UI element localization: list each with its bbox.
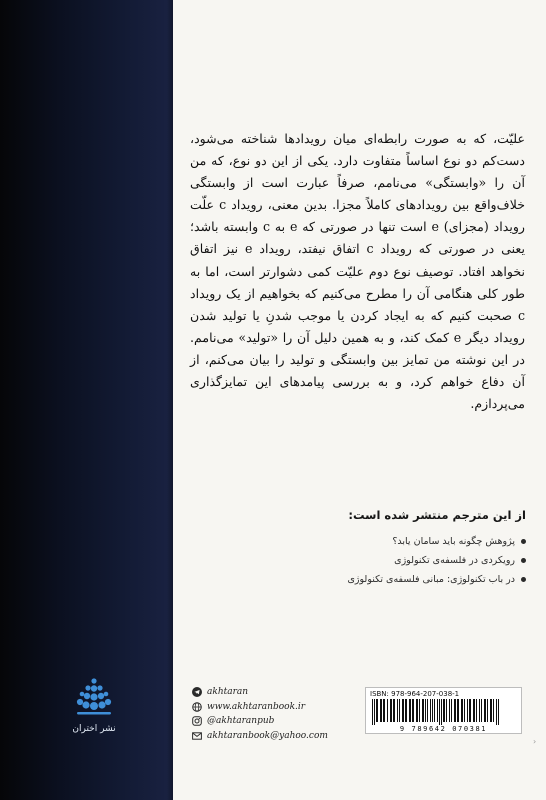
barcode-bar <box>469 699 471 722</box>
contact-website <box>192 700 352 715</box>
book-title: در باب تکنولوژی: مبانی فلسفه‌ی تکنولوژی <box>347 574 515 585</box>
contact-email <box>192 729 352 744</box>
bullet-icon <box>521 577 526 582</box>
barcode-bar <box>457 699 459 722</box>
barcode-bar <box>405 699 407 722</box>
book-title: رویکردی در فلسفه‌ی تکنولوژی <box>394 555 515 566</box>
publisher-logo <box>66 675 122 755</box>
barcode-bar <box>490 699 492 722</box>
published-section-title: از این مترجم منتشر شده است: <box>348 508 526 522</box>
barcode-bar <box>383 699 385 722</box>
barcode-bar <box>439 699 440 725</box>
contact-instagram <box>192 714 352 729</box>
barcode-bar <box>484 699 486 722</box>
barcode-bar <box>493 699 494 722</box>
barcode-bar <box>372 699 373 725</box>
publisher-name: نشر اختران <box>72 724 116 734</box>
barcode-bar <box>441 699 442 725</box>
barcode-bar <box>496 699 497 725</box>
barcode-bar <box>443 699 445 722</box>
list-item <box>190 536 526 547</box>
list-item <box>190 574 526 585</box>
edge-mark: › <box>533 737 537 746</box>
barcode-bar <box>416 699 418 722</box>
barcode-bar <box>390 699 392 722</box>
bullet-icon <box>521 558 526 563</box>
barcode-bar <box>487 699 488 722</box>
bullet-icon <box>521 539 526 544</box>
globe-icon <box>192 702 202 712</box>
contact-text: www.akhtaranbook.ir <box>207 701 306 712</box>
barcode-bar <box>449 699 450 722</box>
barcode-bar <box>419 699 420 722</box>
barcode-bar <box>479 699 480 722</box>
barcode-bar <box>461 699 463 722</box>
barcode-bar <box>402 699 404 722</box>
barcode-bar <box>430 699 431 722</box>
publisher-contacts <box>192 685 352 743</box>
barcode-bar <box>427 699 428 722</box>
email-icon <box>192 731 202 741</box>
contact-telegram <box>192 685 352 700</box>
barcode-bar <box>376 699 378 722</box>
barcode-bar <box>498 699 499 725</box>
barcode-bar <box>397 699 398 722</box>
list-item <box>190 555 526 566</box>
barcode-digits: 9 789642 070381 <box>399 725 488 733</box>
telegram-icon <box>192 687 202 697</box>
instagram-icon <box>192 716 202 726</box>
barcode-bar <box>467 699 468 722</box>
book-title: پژوهش چگونه باید سامان یابد؟ <box>392 536 515 547</box>
barcode-bar <box>412 699 414 722</box>
barcode-bar <box>387 699 388 722</box>
barcode-bar <box>374 699 375 725</box>
barcode-bar <box>409 699 411 722</box>
barcode-bar <box>454 699 456 722</box>
barcode-bar <box>451 699 452 722</box>
barcode-bar <box>425 699 426 722</box>
barcode-bar <box>481 699 482 722</box>
isbn-label: ISBN: 978-964-207-038-1 <box>370 690 460 698</box>
barcode-bar <box>446 699 447 722</box>
barcode-bar <box>476 699 477 722</box>
barcode-bar <box>380 699 382 722</box>
barcode-graphic <box>370 699 517 725</box>
barcode-bar <box>399 699 400 722</box>
barcode-bar <box>432 699 433 722</box>
contact-text: akhtaranbook@yahoo.com <box>207 730 328 741</box>
lotus-logo-icon <box>72 675 116 719</box>
contact-text: @akhtaranpub <box>207 716 275 727</box>
barcode-bar <box>393 699 395 722</box>
contact-text: akhtaran <box>207 687 249 698</box>
barcode-bar <box>422 699 424 722</box>
barcode-bar <box>464 699 465 722</box>
barcode-bar <box>434 699 435 722</box>
back-cover-description: علیّت، که به صورت رابطه‌ای میان رویدادها شناخته می‌شود، دست‌کم دو نوع اساساً متفاوت دارد. یکی از این دو نوع، که من آن را «وابستگی» می‌نامم، صرفاً عبارت است از وابستگی خلاف‌واقع بین رویدادهای کاملاً مجزا. بدین معنی، رویداد c علّت رویداد (مجزای) e است تنها در صورتی که e به c وابسته باشد؛ یعنی در صورتی که رویداد c اتفاق نیفتد، رویداد e نیز اتفاق نخواهد افتاد. توصیف نوع دوم علیّت کمی دشوارتر است، اما به طور کلی هنگامی آن را مطرح می‌کنیم که بخواهیم از یک رویداد c صحبت کنیم که به ایجاد کردن یا موجب شدنِ یا تولید شدن رویداد دیگر e کمک کند، و به همین دلیل آن را «تولید» می‌نامم. در این نوشته من تمایز بین وابستگی و تولید را بیان می‌کنم، از آن دفاع خواهم کرد، و به بررسی پیامدهای این تمایزگذاری می‌پردازم. <box>190 131 526 412</box>
barcode-bar <box>473 699 475 722</box>
published-by-translator-section <box>190 508 526 593</box>
barcode-bar <box>437 699 438 722</box>
isbn-barcode <box>365 687 522 734</box>
